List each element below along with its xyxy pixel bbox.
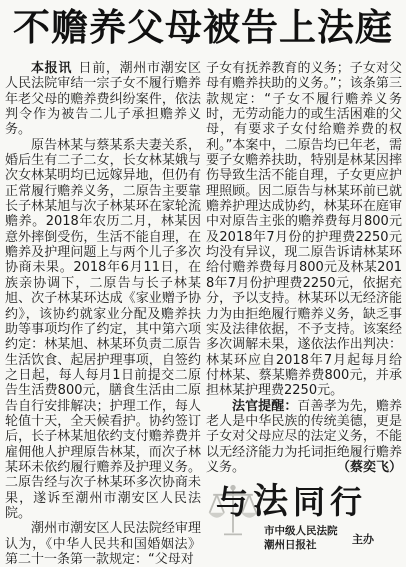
article-left-column: [5, 61, 201, 567]
paragraph-text: 潮州市潮安区人民法院经审理认为，《中华人民共和国婚姻法》第二十一条第一款规定：“父母对: [5, 521, 201, 567]
paragraph-text: 原告林某与蔡某系夫妻关系，婚后生有二子二女，长女林某娥与次女林某明均已远嫁异地，但仍有正常履行赡养义务，二原告主要靠长子林某旭与次子林某环在家轮流赡养。2018年农历二月，林某因意外摔倒受伤，生活不能自理，在赡养及护理问题上与两个儿子多次协商未果。2018年6月11日，在族亲协调下，二原告与长子林某旭、次子林某环达成《家业赠予协约》，该协约就家业分配及赡养扶助等事项均作了约定，其中第六项约定：林某旭、林某环负责二原告生活饮食、起居护理事项，自签约之日起，每人每月1日前提交二原告生活费800元，膳食生活由二原告自行安排解决；护理工作，每人轮值十天，全天候看护。协约签订后，长子林某旭依约支付赡养费并雇佣他人护理原告林某，而次子林某环未依约履行赡养及护理义务。二原告经与次子林某环多次协商未果，遂诉至潮州市潮安区人民法院。: [5, 137, 201, 521]
organizer-role: 主办: [352, 533, 374, 546]
article-paragraph-continued: [206, 61, 402, 399]
logo-title-start: 与: [216, 483, 254, 521]
article-headline: 不赡养父母被告上法庭: [13, 6, 393, 49]
column-logo: [206, 480, 402, 557]
logo-title-end: 同行: [293, 483, 368, 521]
column-logo-title: [216, 482, 367, 522]
organizer-name: 潮州日报社: [264, 538, 317, 551]
paragraph-text: 子女有抚养教育的义务；子女对父母有赡养扶助的义务。”；该条第三款规定：“子女不履行赡养义务时，无劳动能力的或生活困难的父母，有要求子女付给赡养费的权利。”本案中，二原告均已年老，需要子女赡养扶助，特别是林某因摔伤导致生活不能自理，子女更应护理照顾。因二原告与林某环前已就赡养护理达成协约，林某环在庭审中对原告主张的赡养费每月800元及2018年7月份的护理费2250元均没有异议，现二原告诉请林某环给付赡养费每月800元及林某2018年7月份护理费2250元，依据充分，予以支持。林某环以无经济能力为由拒绝履行赡养义务，缺乏事实及法律依据，不予支持。该案经多次调解未果，遂依法作出判决：林某环应自2018年7月起每月给付林某、蔡某赡养费800元，并承担林某护理费2250元。: [206, 61, 402, 399]
article-paragraph: [5, 61, 201, 138]
logo-title-highlight: 法: [253, 482, 294, 522]
article-right-column: [206, 61, 402, 479]
author-byline: （蔡奕飞）: [336, 459, 402, 475]
dateline: 本报讯: [31, 61, 73, 76]
judge-reminder-paragraph: [206, 399, 402, 476]
judge-reminder-label: 法官提醒：: [232, 398, 298, 414]
judge-reminder-text: 百善孝为先，赡养老人是中华民族的传统美德，更是子女对父母应尽的法定义务，不能以无经济能力为托词拒绝履行赡养义务。: [206, 398, 402, 475]
paragraph-text: 日前，潮州市潮安区人民法院审结一宗子女不履行赡养年老父母的赡养费纠纷案件，依法判令作为被告二儿子承担赡养义务。: [5, 61, 201, 138]
article-paragraph: [5, 138, 201, 522]
article-paragraph: [5, 521, 201, 567]
organizer-name: 市中级人民法院: [264, 525, 338, 537]
organizer-list: [264, 525, 338, 552]
